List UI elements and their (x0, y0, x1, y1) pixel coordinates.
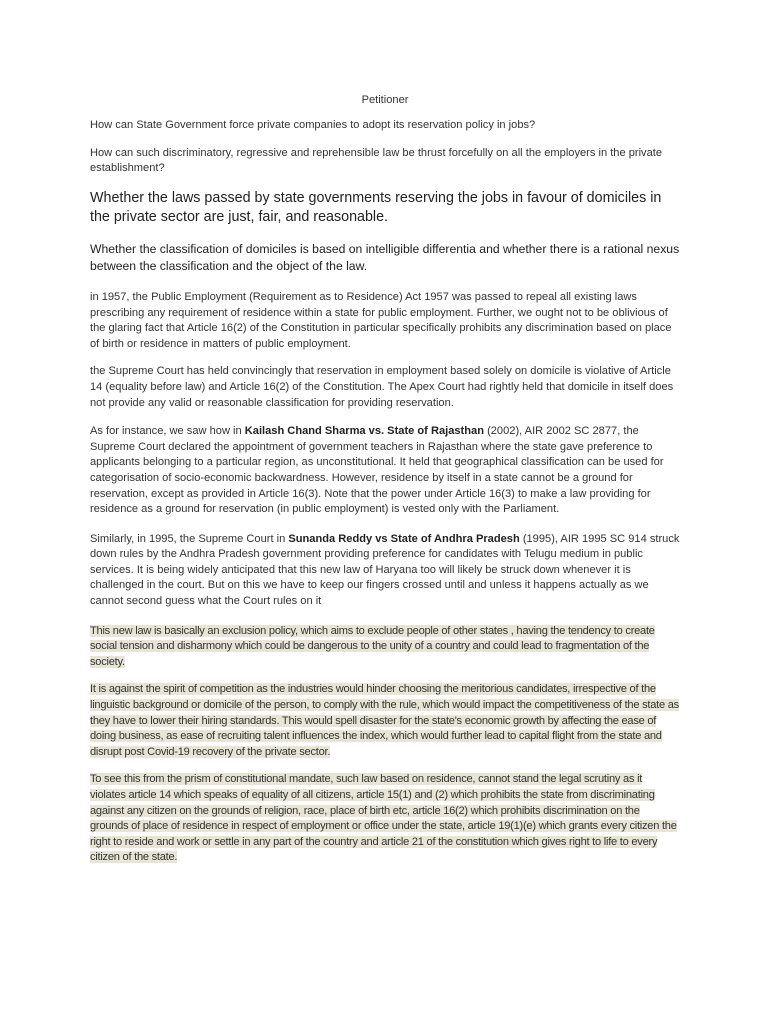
highlight: This new law is basically an exclusion policy, which aims to exclude people of other states , having the tendency to create social tension and disharmony which could be dangerous to the unity of a country and could lead to fragmentation of the society. (90, 624, 655, 668)
paragraph-sunanda-reddy (90, 532, 680, 610)
question-4: Whether the classification of domiciles is based on intelligible differentia and whether there is a rational nexus between the classification and the object of the law. (90, 241, 680, 274)
paragraph-kailash-chand (90, 424, 680, 518)
question-1: How can State Government force private companies to adopt its reservation policy in jobs? (90, 119, 536, 131)
text-segment: As for instance, we saw how in (90, 425, 245, 438)
text-segment: (2002), AIR 2002 SC 2877, the Supreme Court declared the appointment of government teachers in Rajasthan where the state gave preference to applicants belonging to a particular region, as unconstitutional. It held that geographical classification can be used for categorisation of socio-economic backwardness. However, residence by itself in a state cannot be a ground for reservation, except as provided in Article 16(3). Note that the power under Article 16(3) to make a law providing for residence as a ground for reservation (in public employment) is vested only with the Parliament. (90, 425, 664, 516)
highlighted-paragraph-exclusion (90, 624, 680, 671)
question-3: Whether the laws passed by state governments reserving the jobs in favour of domiciles in the private sector are just, fair, and reasonable. (90, 189, 662, 226)
case-name-kailash: Kailash Chand Sharma vs. State of Rajasthan (244, 425, 484, 438)
page-heading: Petitioner (361, 94, 409, 106)
document-body (90, 94, 680, 866)
text-segment: (1995), AIR 1995 SC 914 struck down rules by the Andhra Pradesh government providing preference for candidates with Telugu medium in public services. It is being widely anticipated that this new law of Haryana too will likely be struck down whenever it is challenged in the court. But on this we have to keep our fingers crossed until and unless it happens actually as we cannot second guess what the Court rules on it (90, 532, 680, 608)
text-segment: Similarly, in 1995, the Supreme Court in (90, 532, 289, 545)
highlighted-paragraph-constitutional (90, 772, 680, 866)
question-2: How can such discriminatory, regressive and reprehensible law be thrust forcefully on all the employers in the private establishment? (90, 146, 663, 175)
highlight: It is against the spirit of competition as the industries would hinder choosing the meritorious candidates, irrespective of the linguistic background or domicile of the person, to comply with the rule, which would impact the competitiveness of the state as they have to lower their hiring standards. This would spell disaster for the state's economic growth by affecting the ease of doing business, as ease of recruiting talent influences the index, which would further lead to capital flight from the state and disrupt post Covid-19 recovery of the private sector. (90, 683, 679, 758)
highlighted-paragraph-competition (90, 682, 680, 760)
highlight: To see this from the prism of constitutional mandate, such law based on residence, cannot stand the legal scrutiny as it violates article 14 which speaks of equality of all citizens, article 15(1) and (2) which prohibits the state from discriminating against any citizen on the grounds of religion, race, place of birth etc, article 16(2) which prohibits discrimination on the grounds of place of residence in respect of employment or office under the state, article 19(1)(e) which grants every citizen the right to reside and work or settle in any part of the country and article 21 of the constitution which gives right to life to every citizen of the state. (90, 773, 677, 864)
case-name-sunanda: Sunanda Reddy vs State of Andhra Pradesh (288, 532, 520, 545)
paragraph-1957-act: in 1957, the Public Employment (Requirement as to Residence) Act 1957 was passed to repeal all existing laws prescribing any requirement of residence within a state for public employment. Further, we ought not to be oblivious of the glaring fact that Article 16(2) of the Constitution in particular specifically prohibits any discrimination based on place of birth or residence in matters of public employment. (90, 290, 672, 350)
paragraph-supreme-court-domicile: the Supreme Court has held convincingly that reservation in employment based solely on domicile is violative of Article 14 (equality before law) and Article 16(2) of the Constitution. The Apex Court had rightly held that domicile in itself does not provide any valid or reasonable classification for providing reservation. (90, 365, 674, 409)
